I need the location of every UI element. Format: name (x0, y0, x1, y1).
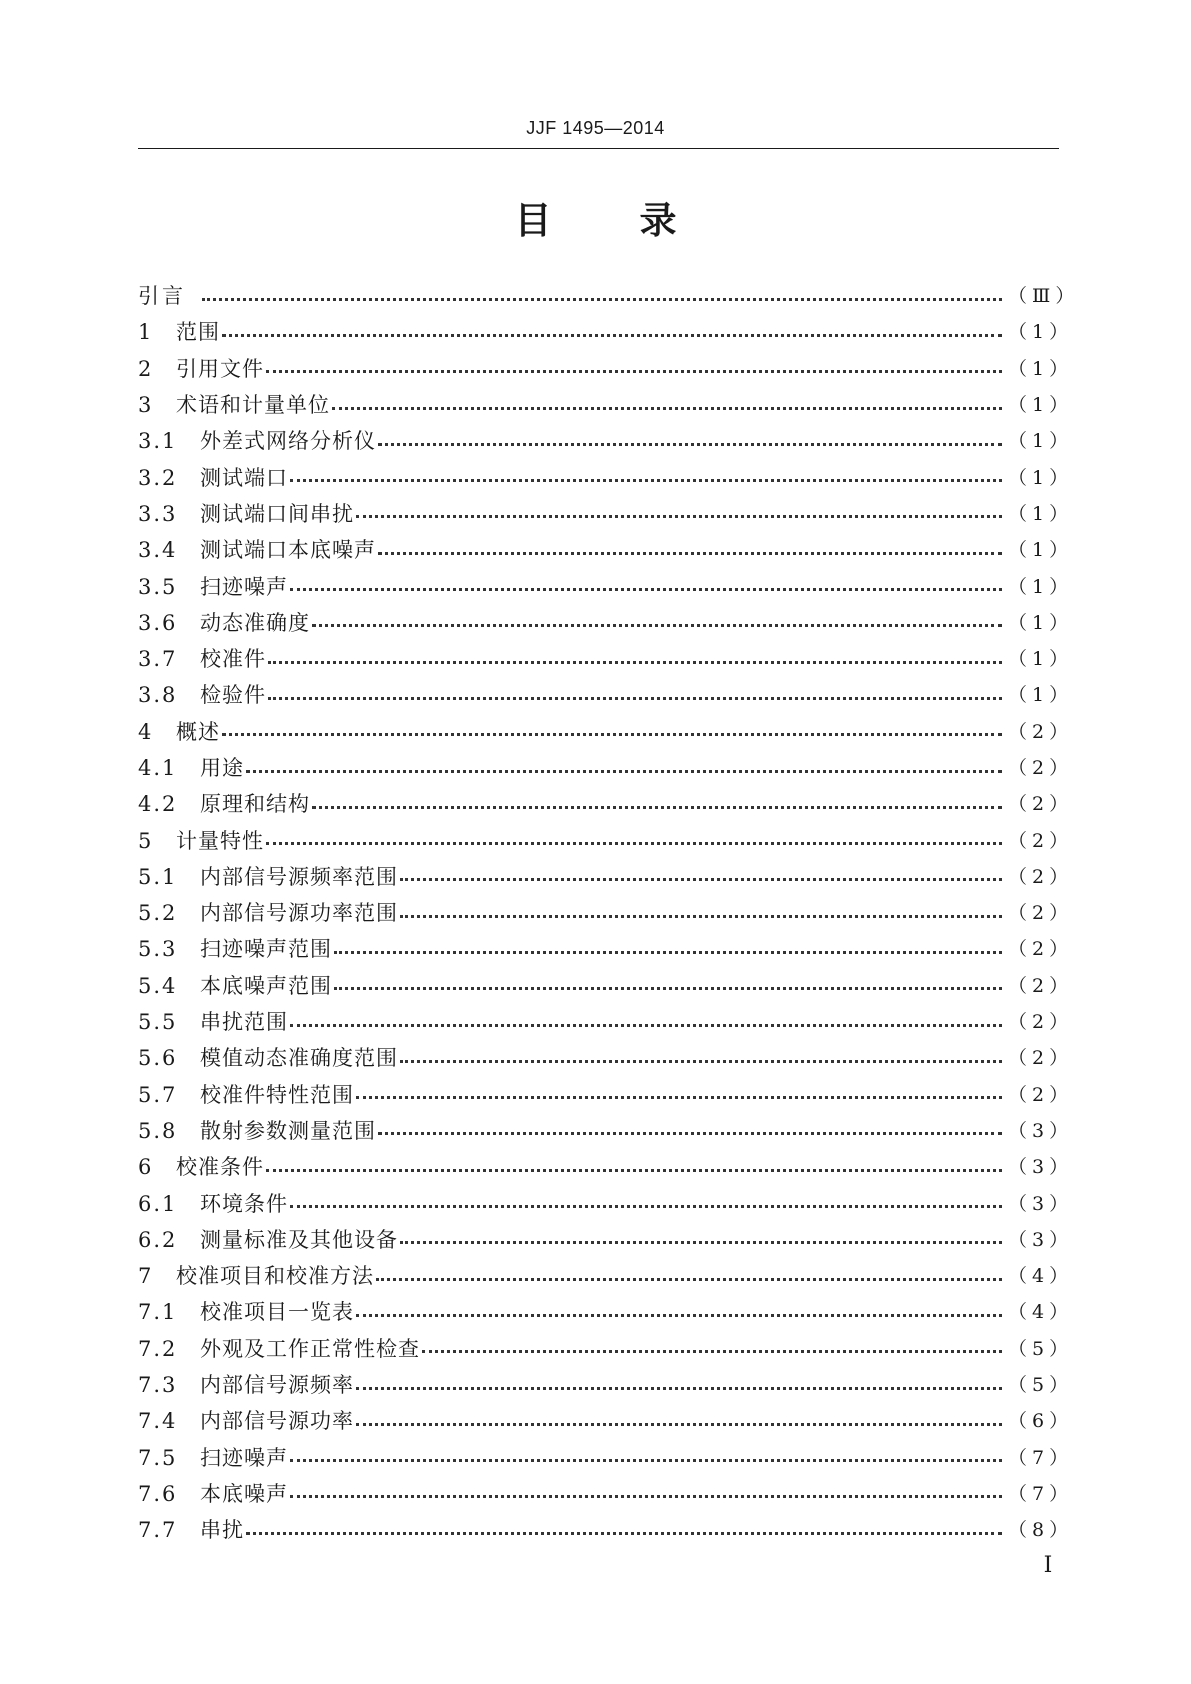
toc-entry-number: 3.7 (138, 647, 178, 672)
toc-entry-page: （2） (1008, 865, 1074, 888)
toc-entry-number: 3.5 (138, 574, 178, 599)
toc-dot-leader (290, 1459, 1002, 1462)
toc-dot-leader (356, 1314, 1002, 1317)
toc-entry-title: 测量标准及其他设备 (200, 1227, 398, 1252)
toc-entry-title: 内部信号源频率范围 (200, 864, 398, 889)
toc-entry[interactable] (138, 1440, 1074, 1476)
toc-entry-number: 3 (138, 393, 152, 418)
toc-entry[interactable] (138, 1004, 1074, 1040)
toc-entry[interactable] (138, 278, 1080, 314)
toc-dot-leader (290, 588, 1002, 591)
toc-entry[interactable] (138, 1258, 1074, 1294)
toc-dot-leader (400, 1241, 1002, 1244)
toc-dot-leader (266, 842, 1002, 845)
toc-entry-title: 用途 (200, 756, 244, 780)
toc-entry-title: 检验件 (200, 683, 266, 708)
toc-entry-page: （1） (1008, 539, 1074, 562)
toc-entry-title: 测试端口 (200, 465, 288, 490)
toc-dot-leader (268, 697, 1002, 700)
toc-entry-page: （2） (1008, 1047, 1074, 1070)
toc-entry[interactable] (138, 931, 1074, 967)
toc-entry-page: （3） (1008, 1156, 1074, 1179)
toc-entry-number: 3.4 (138, 538, 178, 563)
toc-entry[interactable] (138, 605, 1074, 641)
toc-entry-page: （1） (1008, 575, 1074, 598)
toc-entry-number: 7.4 (138, 1409, 178, 1434)
toc-entry-page: （2） (1008, 1083, 1074, 1106)
toc-entry[interactable] (138, 1113, 1074, 1149)
toc-entry-number: 3.8 (138, 683, 178, 708)
toc-dot-leader (356, 1387, 1002, 1390)
toc-entry-page: （1） (1008, 648, 1074, 671)
toc-entry-page: （1） (1008, 430, 1074, 453)
toc-entry-title: 校准件 (200, 647, 266, 672)
toc-entry-title: 本底噪声 (200, 1481, 288, 1506)
toc-entry-page: （2） (1008, 938, 1074, 961)
toc-entry-title: 引用文件 (176, 356, 264, 381)
toc-dot-leader (246, 1532, 1002, 1535)
toc-entry[interactable] (138, 1331, 1074, 1367)
toc-entry-page: （5） (1008, 1337, 1074, 1360)
toc-entry-number: 3.1 (138, 429, 178, 454)
toc-entry-number: 5.1 (138, 864, 178, 889)
toc-entry-title: 本底噪声范围 (200, 973, 332, 998)
toc-dot-leader (202, 298, 1002, 301)
toc-entry-number: 4.2 (138, 792, 178, 817)
toc-entry-title: 环境条件 (200, 1191, 288, 1216)
toc-entry-title: 外差式网络分析仪 (200, 429, 376, 454)
title-char-left: 目 (514, 199, 552, 242)
toc-entry-number: 7.5 (138, 1445, 178, 1470)
toc-entry[interactable] (138, 714, 1074, 750)
toc-entry[interactable] (138, 1077, 1074, 1113)
toc-dot-leader (378, 443, 1002, 446)
toc-entry-page: （4） (1008, 1265, 1074, 1288)
toc-entry-title: 动态准确度 (200, 610, 310, 635)
toc-entry[interactable] (138, 1149, 1074, 1185)
toc-entry-number: 7.6 (138, 1481, 178, 1506)
toc-entry-number: 5 (138, 828, 152, 853)
toc-dot-leader (378, 1132, 1002, 1135)
toc-entry-number: 6.1 (138, 1191, 178, 1216)
toc-dot-leader (332, 407, 1002, 410)
toc-dot-leader (222, 334, 1002, 337)
toc-entry[interactable] (138, 641, 1074, 677)
toc-entry[interactable] (138, 387, 1074, 423)
toc-dot-leader (268, 661, 1002, 664)
toc-entry-title: 范围 (176, 320, 220, 345)
toc-entry[interactable] (138, 568, 1074, 604)
toc-entry[interactable] (138, 1185, 1074, 1221)
toc-dot-leader (312, 806, 1002, 809)
toc-entry[interactable] (138, 1040, 1074, 1076)
toc-entry-title: 测试端口间串扰 (200, 501, 354, 526)
toc-entry[interactable] (138, 459, 1074, 495)
toc-dot-leader (376, 1278, 1002, 1281)
toc-entry-number: 3.6 (138, 610, 178, 635)
toc-entry-title: 散射参数测量范围 (200, 1118, 376, 1143)
toc-entry[interactable] (138, 1403, 1074, 1439)
toc-entry-title: 扫迹噪声 (200, 574, 288, 599)
toc-dot-leader (400, 915, 1002, 918)
toc-entry-page: （2） (1008, 793, 1074, 816)
toc-entry-number: 7.1 (138, 1300, 178, 1325)
toc-entry-page: （2） (1008, 720, 1074, 743)
toc-entry-title: 校准条件 (176, 1155, 264, 1180)
toc-entry-number: 7.3 (138, 1373, 178, 1398)
toc-dot-leader (422, 1350, 1002, 1353)
toc-entry-number: 6.2 (138, 1227, 178, 1252)
toc-entry-number: 4 (138, 719, 152, 744)
toc-dot-leader (266, 370, 1002, 373)
toc-entry-number: 5.8 (138, 1118, 178, 1143)
toc-entry-number: 1 (138, 320, 152, 345)
toc-entry-page: （1） (1008, 357, 1074, 380)
toc-entry-page: （Ⅲ） (1008, 285, 1080, 308)
toc-entry-number: 2 (138, 356, 152, 381)
toc-entry-title: 原理和结构 (200, 792, 310, 817)
toc-dot-leader (246, 770, 1002, 773)
toc-entry-number: 5.3 (138, 937, 178, 962)
toc-entry[interactable] (138, 1222, 1074, 1258)
toc-entry-title: 串扰 (200, 1518, 244, 1543)
toc-dot-leader (290, 1205, 1002, 1208)
toc-entry-number: 5.2 (138, 901, 178, 926)
toc-entry-title: 术语和计量单位 (176, 393, 330, 418)
toc-entry-title: 校准件特性范围 (200, 1082, 354, 1107)
toc-entry-title: 校准项目一览表 (200, 1300, 354, 1325)
toc-entry-number: 5.5 (138, 1010, 178, 1035)
toc-entry[interactable] (138, 1367, 1074, 1403)
toc-entry[interactable] (138, 496, 1074, 532)
toc-entry[interactable] (138, 895, 1074, 931)
toc-entry[interactable] (138, 1512, 1074, 1548)
toc-entry-number: 5.6 (138, 1046, 178, 1071)
toc-entry-page: （3） (1008, 1192, 1074, 1215)
toc-entry-page: （2） (1008, 757, 1074, 779)
toc-entry-page: （2） (1008, 974, 1074, 997)
toc-entry-page: （3） (1008, 1228, 1074, 1251)
toc-entry-number: 4.1 (138, 756, 178, 780)
toc-entry-page: （6） (1008, 1410, 1074, 1433)
toc-entry-page: （3） (1008, 1119, 1074, 1142)
toc-dot-leader (356, 1096, 1002, 1099)
toc-dot-leader (290, 479, 1002, 482)
toc-entry-page: （4） (1008, 1301, 1074, 1324)
toc-entry[interactable] (138, 859, 1074, 895)
toc-entry-page: （1） (1008, 502, 1074, 525)
toc-dot-leader (400, 1060, 1002, 1063)
toc-entry-title: 模值动态准确度范围 (200, 1046, 398, 1071)
header-rule (138, 148, 1059, 149)
toc-entry-title: 内部信号源频率 (200, 1373, 354, 1398)
toc-entry-title: 扫迹噪声 (200, 1445, 288, 1470)
toc-entry-page: （5） (1008, 1374, 1074, 1397)
toc-entry-number: 6 (138, 1155, 152, 1180)
toc-entry[interactable] (138, 822, 1074, 858)
toc-dot-leader (334, 951, 1002, 954)
toc-entry-page: （8） (1008, 1519, 1074, 1542)
toc-entry-title: 内部信号源功率 (200, 1409, 354, 1434)
toc-entry-title: 扫迹噪声范围 (200, 937, 332, 962)
toc-entry[interactable] (138, 786, 1074, 822)
toc-entry-page: （1） (1008, 611, 1074, 634)
toc-entry-number: 7 (138, 1264, 152, 1289)
toc-entry-page: （1） (1008, 684, 1074, 707)
standard-code-header: JJF 1495—2014 (526, 118, 665, 138)
toc-entry[interactable] (138, 677, 1074, 713)
toc-entry-page: （1） (1008, 466, 1074, 489)
toc-dot-leader (400, 878, 1002, 881)
toc-entry-title: 校准项目和校准方法 (176, 1264, 374, 1289)
toc-entry[interactable] (138, 532, 1074, 568)
toc-entry-page: （2） (1008, 829, 1074, 852)
title-char-right: 录 (639, 199, 677, 242)
toc-dot-leader (266, 1169, 1002, 1172)
toc-entry-page: （1） (1008, 321, 1074, 344)
toc-entry[interactable] (138, 968, 1074, 1004)
page-title (0, 197, 1191, 245)
toc-dot-leader (222, 733, 1002, 736)
toc-entry-page: （2） (1008, 902, 1074, 925)
toc-entry[interactable] (138, 423, 1074, 459)
toc-entry-number: 7.2 (138, 1336, 178, 1361)
toc-entry[interactable] (138, 314, 1074, 350)
toc-entry-title: 概述 (176, 719, 220, 744)
toc-entry-title: 测试端口本底噪声 (200, 538, 376, 563)
toc-dot-leader (334, 987, 1002, 990)
page-number: Ⅰ (1043, 1553, 1053, 1578)
toc-dot-leader (290, 1495, 1002, 1498)
toc-entry-number: 5.4 (138, 973, 178, 998)
toc-entry[interactable] (138, 750, 1074, 786)
toc-entry-number: 5.7 (138, 1082, 178, 1107)
table-of-contents (138, 278, 1080, 1548)
toc-dot-leader (356, 515, 1002, 518)
toc-entry[interactable] (138, 1294, 1074, 1330)
toc-entry-page: （2） (1008, 1011, 1074, 1034)
toc-dot-leader (290, 1024, 1002, 1027)
toc-entry-number: 3.3 (138, 501, 178, 526)
toc-entry-title: 内部信号源功率范围 (200, 901, 398, 926)
toc-entry-title: 外观及工作正常性检查 (200, 1336, 420, 1361)
toc-entry-page: （1） (1008, 394, 1074, 417)
toc-entry[interactable] (138, 351, 1074, 387)
toc-entry-number: 7.7 (138, 1518, 178, 1543)
toc-entry-page: （7） (1008, 1446, 1074, 1469)
toc-entry-page: （7） (1008, 1482, 1074, 1505)
toc-entry-number: 3.2 (138, 465, 178, 490)
toc-entry-title: 计量特性 (176, 828, 264, 853)
toc-entry[interactable] (138, 1476, 1074, 1512)
toc-entry-title: 串扰范围 (200, 1010, 288, 1035)
toc-entry-title: 引言 (138, 284, 186, 309)
toc-dot-leader (312, 624, 1002, 627)
toc-dot-leader (378, 552, 1002, 555)
toc-dot-leader (356, 1423, 1002, 1426)
